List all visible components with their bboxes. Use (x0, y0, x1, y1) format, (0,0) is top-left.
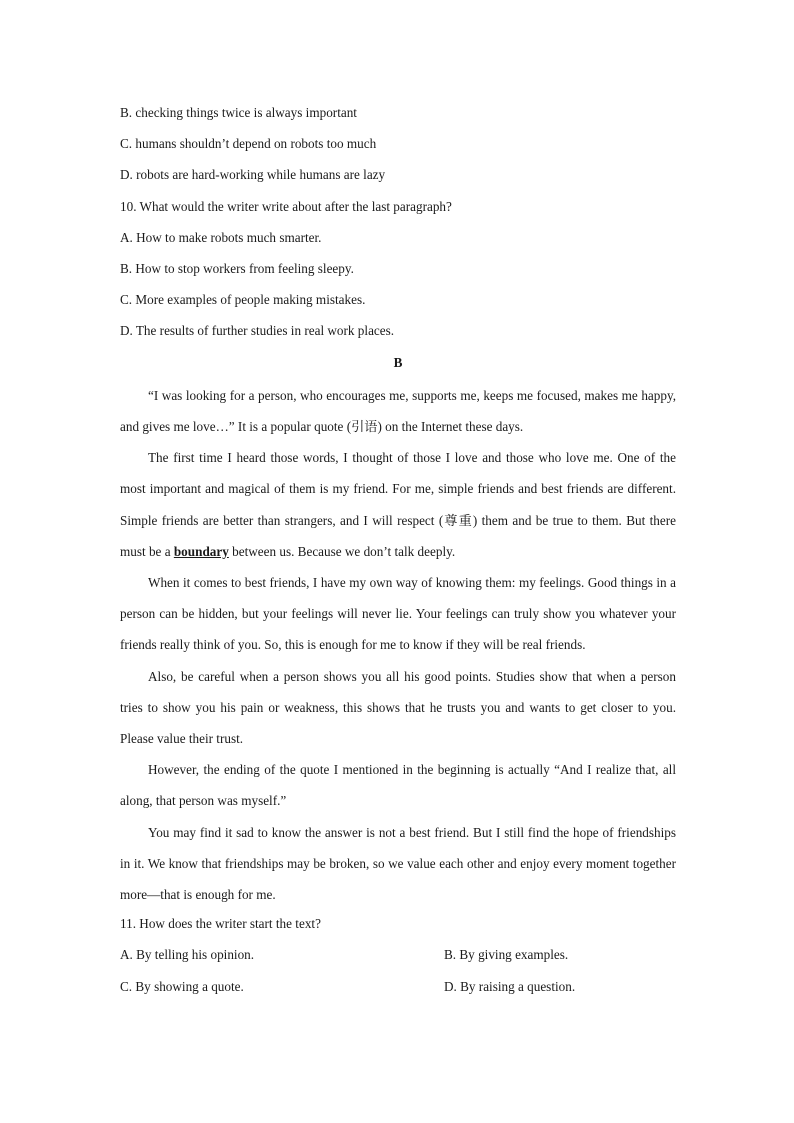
q9-option-d: D. robots are hard-working while humans are lazy (120, 167, 386, 183)
q10-option-d: D. The results of further studies in real work places. (120, 323, 395, 339)
q10-option-a: A. How to make robots much smarter. (120, 229, 322, 245)
page-content (120, 99, 676, 1004)
q11-options-row-1 (120, 941, 676, 972)
passage-b-paragraph-1: “I was looking for a person, who encourages me, supports me, keeps me focused, makes me happy, and gives me love…” It is a popular quote (引语) on the Internet these days. (120, 387, 676, 434)
passage-b-title: B (393, 354, 403, 370)
q11-option-a: A. By telling his opinion. (120, 947, 255, 963)
q11-option-b: B. By giving examples. (444, 947, 569, 963)
q10-option-c: C. More examples of people making mistakes. (120, 292, 366, 308)
q9-option-c: C. humans shouldn’t depend on robots too much (120, 136, 377, 152)
passage-b-paragraph-2 (120, 442, 676, 567)
q10-question: 10. What would the writer write about after the last paragraph? (120, 198, 452, 214)
passage-b-paragraph-5: However, the ending of the quote I mentioned in the beginning is actually “And I realize that, all along, that person was myself.” (120, 762, 676, 809)
q11-question: 11. How does the writer start the text? (120, 916, 321, 932)
q10-option-b: B. How to stop workers from feeling sleepy. (120, 260, 354, 276)
q11-option-d: D. By raising a question. (444, 978, 576, 994)
paragraph-2-text-after: between us. Because we don’t talk deeply. (228, 543, 456, 559)
keyword-boundary: boundary (173, 543, 229, 559)
passage-b-paragraph-6: You may find it sad to know the answer is not a best friend. But I still find the hope of friendships in it. We know that friendships may be broken, so we value each other and enjoy every moment together more—that is enough for me. (120, 824, 676, 902)
q11-options-row-2 (120, 973, 676, 1004)
paragraph-2-text-before: The first time I heard those words, I thought of those I love and those who love me. One of the most important and magical of them is my friend. For me, simple friends and best friends are different. Simple friends are better than strangers, and I will respect (尊重) them and be true to them. But there must be a (120, 450, 676, 559)
passage-b-paragraph-3: When it comes to best friends, I have my own way of knowing them: my feelings. Good things in a person can be hidden, but your feelings will never lie. Your feelings can truly show you whatever your friends really think of you. So, this is enough for me to know if they will be real friends. (120, 574, 676, 653)
q9-option-b: B. checking things twice is always important (120, 105, 357, 120)
q11-option-c: C. By showing a quote. (120, 978, 244, 994)
passage-b-paragraph-4: Also, be careful when a person shows you all his good points. Studies show that when a person tries to show you his pain or weakness, this shows that he trusts you and wants to get closer to you. Please value their trust. (120, 668, 676, 746)
